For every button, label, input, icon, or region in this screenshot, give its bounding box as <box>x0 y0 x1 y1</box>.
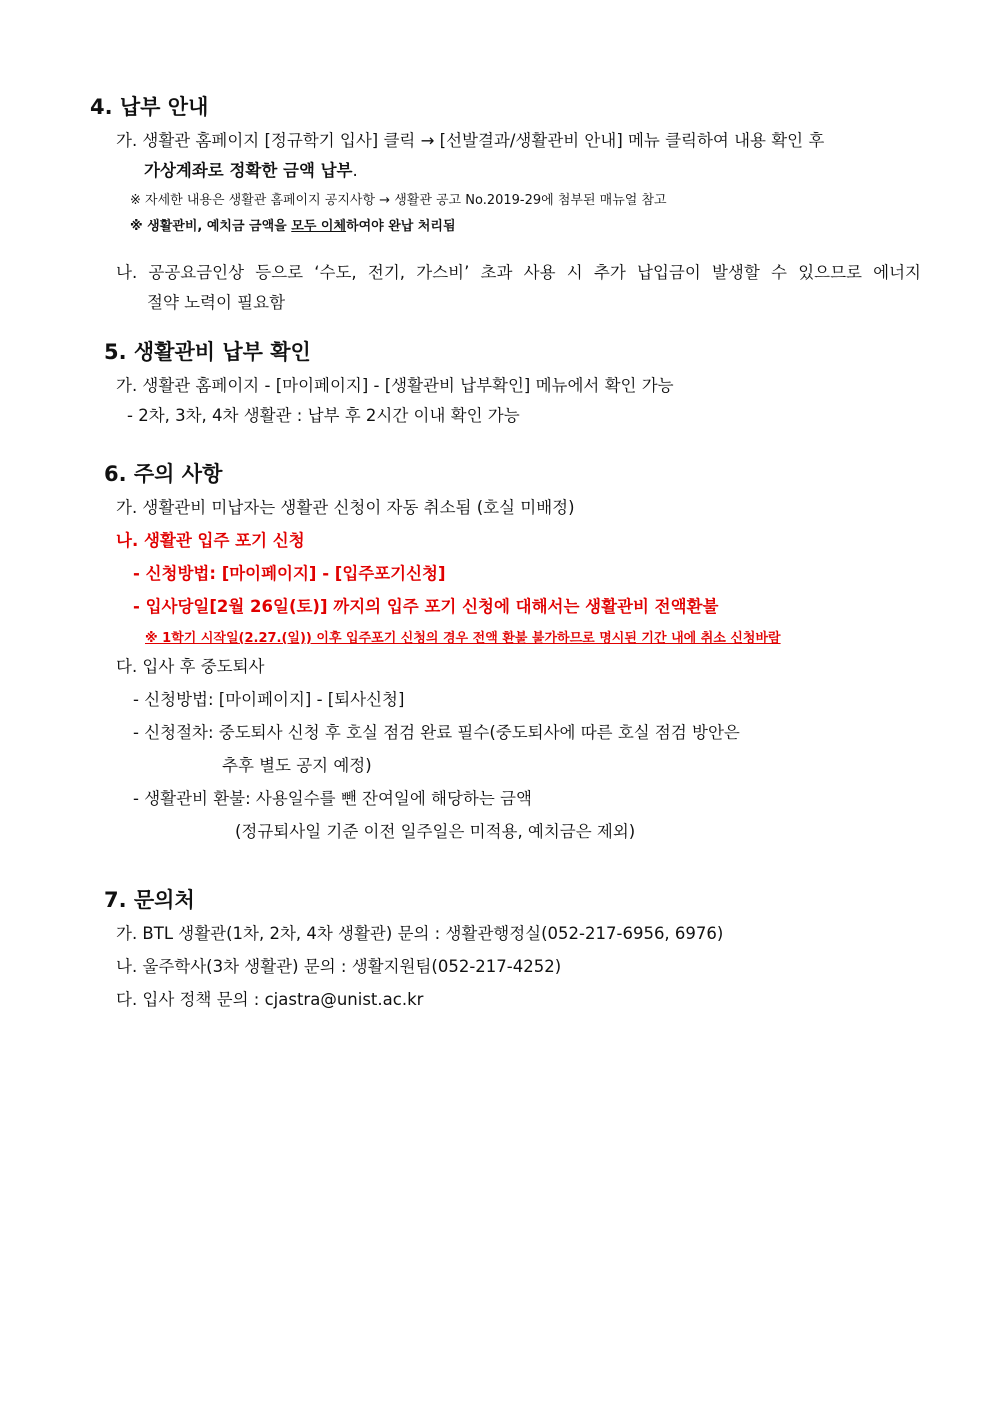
section-4-title: 4. 납부 안내 <box>90 95 209 119</box>
sec6-item-b: 나. 생활관 입주 포기 신청 <box>116 531 305 550</box>
section-5-title: 5. 생활관비 납부 확인 <box>104 340 311 364</box>
sec4-note-2 <box>130 215 456 234</box>
sec5-item-a: 가. 생활관 홈페이지 - [마이페이지] - [생활관비 납부확인] 메뉴에서 확인 가능 <box>116 376 674 395</box>
sec6-item-c: 다. 입사 후 중도퇴사 <box>116 657 265 676</box>
sec6-item-c-procedure: - 신청절차: 중도퇴사 신청 후 호실 점검 완료 필수(중도퇴사에 따른 호실 점검 방안은 <box>133 723 740 742</box>
sec7-item-c: 다. 입사 정책 문의 : cjastra@unist.ac.kr <box>116 990 424 1009</box>
virtual-account-text: 가상계좌로 정확한 금액 납부 <box>144 161 353 180</box>
sec6-item-b-refund: - 입사당일[2월 26일(토)] 까지의 입주 포기 신청에 대해서는 생활관비 전액환불 <box>133 597 719 616</box>
period: . <box>352 161 358 180</box>
note2-part-b: 하여야 완납 처리됨 <box>346 219 456 234</box>
sec7-item-a: 가. BTL 생활관(1차, 2차, 4차 생활관) 문의 : 생활관행정실(052-217-6956, 6976) <box>116 924 724 943</box>
sec6-item-c-procedure-cont: 추후 별도 공지 예정) <box>222 756 372 775</box>
sec4-item-a-line2 <box>144 157 358 181</box>
sec4-note-1: ※ 자세한 내용은 생활관 홈페이지 공지사항 → 생활관 공고 No.2019-29에 첨부된 매뉴얼 참고 <box>130 193 667 208</box>
sec6-item-b-warning: ※ 1학기 시작일(2.27.(일)) 이후 입주포기 신청의 경우 전액 환불 불가하므로 명시된 기간 내에 취소 신청바람 <box>145 631 781 646</box>
sec6-item-c-refund-cont: (정규퇴사일 기준 이전 일주일은 미적용, 예치금은 제외) <box>235 822 636 841</box>
sec6-item-b-method: - 신청방법: [마이페이지] - [입주포기신청] <box>133 564 446 583</box>
section-6-title: 6. 주의 사항 <box>104 462 223 486</box>
sec4-item-b-line1: 나. 공공요금인상 등으로 ‘수도, 전기, 가스비’ 초과 사용 시 추가 납입금이 발생할 수 있으므로 에너지 <box>116 263 921 282</box>
sec6-item-a: 가. 생활관비 미납자는 생활관 신청이 자동 취소됨 (호실 미배정) <box>116 498 575 517</box>
sec6-item-c-refund: - 생활관비 환불: 사용일수를 뺀 잔여일에 해당하는 금액 <box>133 789 532 808</box>
sec5-item-b: - 2차, 3차, 4차 생활관 : 납부 후 2시간 이내 확인 가능 <box>127 406 520 425</box>
sec7-item-b: 나. 울주학사(3차 생활관) 문의 : 생활지원팀(052-217-4252) <box>116 957 562 976</box>
note2-underlined: 모두 이체 <box>291 219 347 234</box>
section-7-title: 7. 문의처 <box>104 888 195 912</box>
note2-part-a: ※ 생활관비, 예치금 금액을 <box>130 219 292 234</box>
sec4-item-a-line1: 가. 생활관 홈페이지 [정규학기 입사] 클릭 → [선발결과/생활관비 안내] 메뉴 클릭하여 내용 확인 후 <box>116 131 825 150</box>
sec4-item-b-line2: 절약 노력이 필요함 <box>147 293 286 312</box>
sec6-item-c-method: - 신청방법: [마이페이지] - [퇴사신청] <box>133 690 405 709</box>
